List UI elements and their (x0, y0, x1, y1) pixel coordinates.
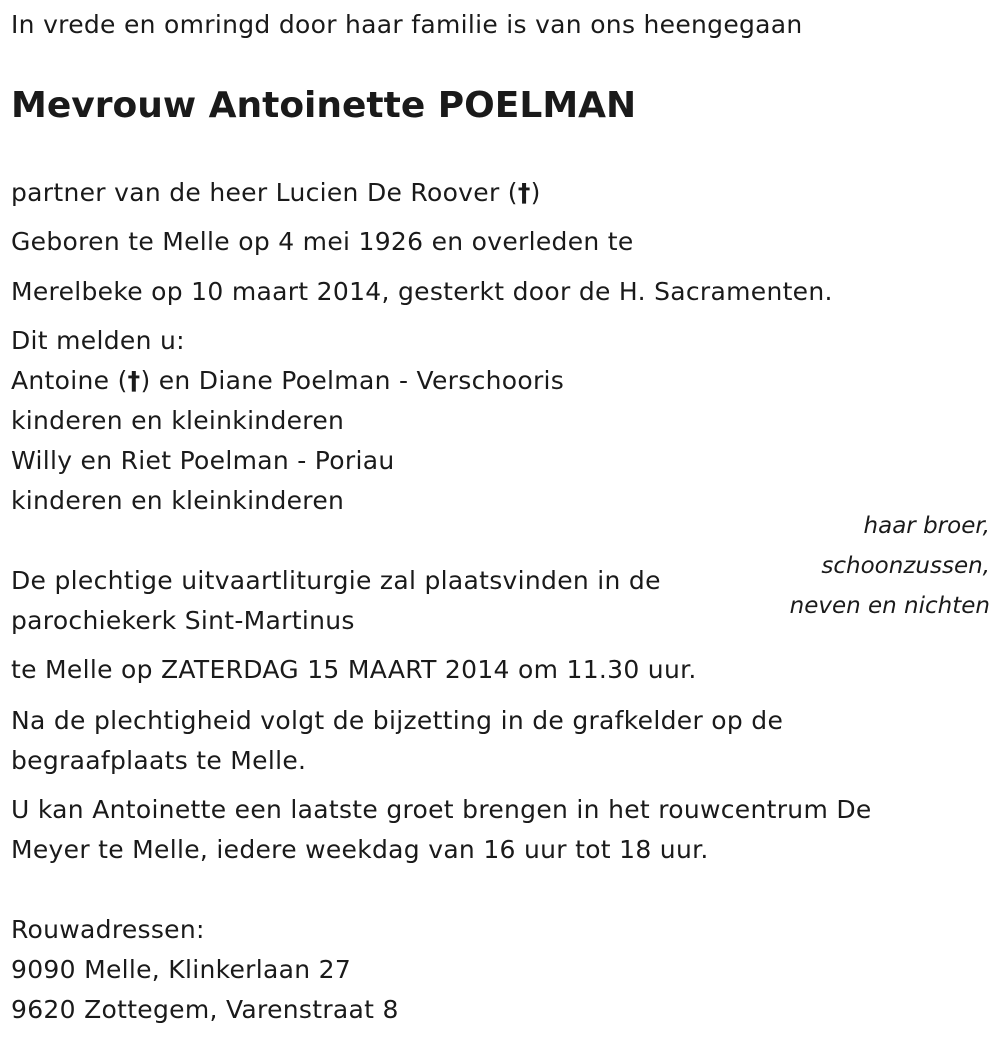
burial-line-1: Na de plechtigheid volgt de bijzetting in de grafkelder op de (11, 706, 784, 735)
visit-line-2: Meyer te Melle, iedere weekdag van 16 uur tot 18 uur. (11, 835, 709, 864)
birth-line-2: Merelbeke op 10 maart 2014, gesterkt door de H. Sacramenten. (11, 277, 833, 306)
funeral-line-1: De plechtige uitvaartliturgie zal plaatsvinden in de (11, 566, 661, 595)
partner-suffix: ) (530, 178, 541, 207)
family-line-2: kinderen en kleinkinderen (11, 406, 345, 435)
birth-line-1: Geboren te Melle op 4 mei 1926 en overleden te (11, 227, 634, 256)
cross-icon: † (517, 178, 531, 207)
family-line-1 (11, 361, 564, 401)
visit-line-1: U kan Antoinette een laatste groet brengen in het rouwcentrum De (11, 795, 872, 824)
relatives-line-2: schoonzussen, (821, 553, 990, 579)
cross-icon: † (127, 366, 141, 395)
funeral-line-2: parochiekerk Sint-Martinus (11, 606, 355, 635)
family-line-4: kinderen en kleinkinderen (11, 486, 345, 515)
funeral-line-3: te Melle op ZATERDAG 15 MAART 2014 om 11.30 uur. (11, 655, 697, 684)
partner-line (11, 173, 541, 213)
partner-prefix: partner van de heer Lucien De Roover ( (11, 178, 518, 207)
intro-text: In vrede en omringd door haar familie is van ons heengegaan (11, 10, 803, 39)
relatives-line-1: haar broer, (863, 513, 990, 539)
burial-line-2: begraafplaats te Melle. (11, 746, 307, 775)
deceased-name: Mevrouw Antoinette POELMAN (11, 85, 637, 126)
announcers-label: Dit melden u: (11, 326, 185, 355)
address-2: 9620 Zottegem, Varenstraat 8 (11, 995, 399, 1024)
address-1: 9090 Melle, Klinkerlaan 27 (11, 955, 352, 984)
relatives-line-3: neven en nichten (789, 593, 990, 619)
addresses-label: Rouwadressen: (11, 915, 205, 944)
antoine-suffix: ) en Diane Poelman - Verschooris (140, 366, 565, 395)
antoine-prefix: Antoine ( (11, 366, 128, 395)
family-line-3: Willy en Riet Poelman - Poriau (11, 446, 395, 475)
